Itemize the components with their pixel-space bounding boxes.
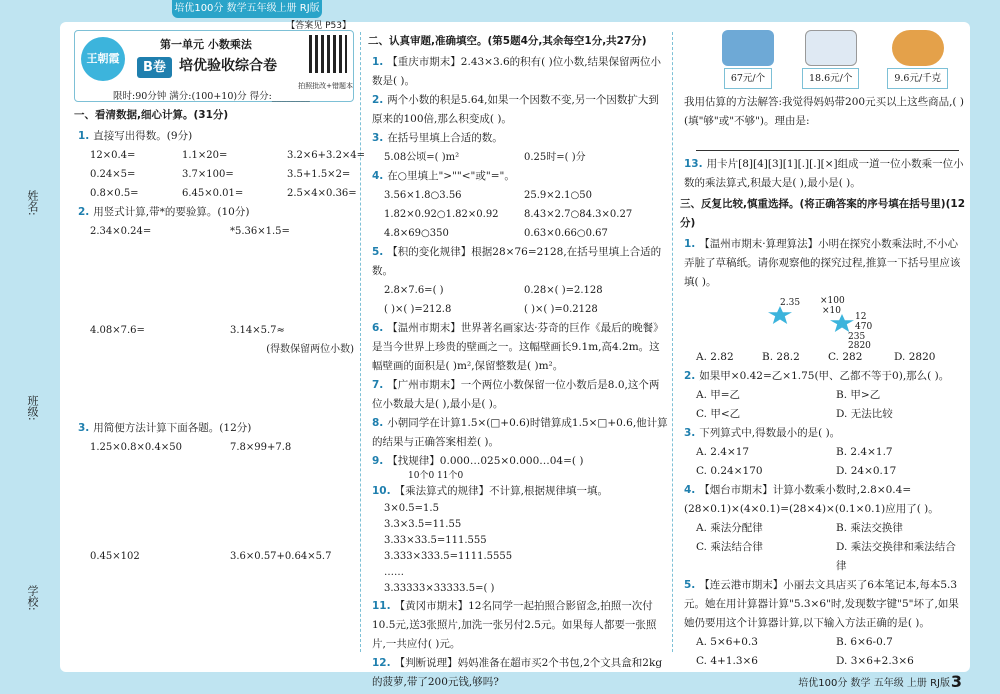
q2-options: A. 甲=乙 B. 甲>乙 C. 甲<乙 D. 无法比较 (696, 389, 893, 420)
question: 我用估算的方法解答:我觉得妈妈带200元买以上这些商品,( )(填"够"或"不够")。理由是: (684, 96, 964, 127)
column-divider (360, 32, 361, 652)
answer-line[interactable] (696, 131, 959, 151)
logo: 王朝霞 (81, 37, 125, 81)
page-number: 3 (950, 672, 962, 691)
question: 3. 用简便方法计算下面各题。(12分) (78, 422, 252, 434)
question: 1. 【重庆市期末】2.43×3.6的积有( )位小数,结果保留两位小数是( )。 (372, 56, 662, 87)
section-2-title: 二、认真审题,准确填空。(第5题4分,其余每空1分,共27分) (368, 35, 647, 47)
backpack-icon (722, 30, 774, 66)
pineapple-icon (892, 30, 944, 66)
question: 1. 【温州市期末·算理算法】小明在探究小数乘法时,不小心弄脏了草稿纸。请你观察他的探究过程,推算一下括号里应该填( )。 (684, 238, 961, 288)
side-label-name: 姓名: (26, 190, 39, 216)
q9-sub: 10个0 11个0 (408, 471, 464, 481)
product: 9.6元/千克 (887, 30, 948, 89)
q1-options: A. 2.82 B. 28.2 C. 282 D. 2820 (696, 351, 936, 363)
question: 6. 【温州市期末】世界著名画家达·芬奇的巨作《最后的晚餐》是当今世界上珍贵的壁画之一。这幅壁画长9.1m,高4.2m。这幅壁画的面积是( )m²,保留整数是( )m²。 (372, 322, 664, 372)
qr-label: 拍照批改+错题本 (298, 82, 353, 90)
q3-items: 0.45×102 3.6×0.57+0.64×5.7 (90, 551, 332, 562)
product: 18.6元/个 (802, 30, 859, 89)
qr-code-icon[interactable] (309, 35, 347, 73)
q3-items: 1.25×0.8×0.4×50 7.8×99+7.8 (90, 442, 292, 453)
question: 13. 用卡片[8][4][3][1][.][.][×]组成一道一位小数乘一位小数的乘法算式,积最大是( ),最小是( )。 (684, 158, 964, 189)
exam-title: 培优验收综合卷 (179, 58, 277, 74)
header-box (74, 21, 354, 102)
question: 4. 【烟台市期末】计算小数乘小数时,2.8×0.4=(28×0.1)×(4×0.1)=(28×4)×(0.1×0.1)应用了( )。 (684, 484, 939, 515)
question: 8. 小朝同学在计算1.5×(□+0.6)时错算成1.5×□+0.6,他计算的结果与正确答案相差( )。 (372, 417, 668, 448)
unit-title: 第一单元 小数乘法 (160, 38, 252, 51)
question: 2. 如果甲×0.42=乙×1.75(甲、乙都不等于0),那么( )。 (684, 370, 950, 382)
q5-items: 2.8×7.6=( ) 0.28×( )=2.128 ( )×( )=212.8 ( )×( )=0.2128 (384, 285, 603, 315)
question: 10. 【乘法算式的规律】不计算,根据规律填一填。 (372, 485, 608, 497)
q2-items: 4.08×7.6= 3.14×5.7≈ (90, 325, 285, 336)
work-space[interactable] (74, 457, 354, 547)
pencil-case-icon (805, 30, 857, 66)
answer-ref: 【答案见 P53】 (286, 21, 351, 31)
question: 5. 【连云港市期末】小丽去文具店买了6本笔记本,每本5.3元。她在用计算器计算"5.3×6"时,发现数字键"5"坏了,如果她仍要用这个计算器计算,以下输入方法正确的是( )。 (684, 579, 959, 629)
question: 3. 下列算式中,得数最小的是( )。 (684, 427, 841, 439)
exam-meta: 限时:90分钟 满分:(100+10)分 得分:________ (113, 91, 310, 102)
question: 12. 【判断说理】妈妈准备在超市买2个书包,2个文具盒和2kg的菠萝,带了200元钱,够吗? (372, 657, 663, 688)
question: 5. 【积的变化规律】根据28×76=2128,在括号里填上合适的数。 (372, 246, 662, 277)
q5-options: A. 5×6+0.3 B. 6×6-0.7 C. 4+1.3×6 D. 3×6+2.3×6 (696, 636, 914, 667)
column-2 (368, 30, 668, 692)
q2-items: 2.34×0.24= *5.36×1.5= (90, 226, 290, 237)
column-1 (74, 21, 366, 566)
juan-badge: B卷 (137, 57, 172, 78)
question: 3. 在括号里填上合适的数。 (372, 132, 503, 144)
q2-note: (得数保留两位小数) (266, 344, 354, 355)
question: 2. 两个小数的积是5.64,如果一个因数不变,另一个因数扩大到原来的100倍,那么积变成( )。 (372, 94, 659, 125)
question: 1. 直接写出得数。(9分) (78, 130, 193, 142)
product: 67元/个 (722, 30, 774, 89)
q3-items: 5.08公顷=( )m² 0.25时=( )分 (384, 152, 586, 163)
question: 7. 【广州市期末】一个两位小数保留一位小数后是8.0,这个两位小数最大是( ),最小是( )。 (372, 379, 660, 410)
calculation-figure: 2.35 ×100 ×10 12 470 235 2820 (760, 292, 965, 348)
q1-items: 12×0.4= 1.1×20= 3.2×6+3.2×4= 0.24×5= 3.7×100= 3.5+1.5×2= 0.8×0.5= 6.45×0.01= 2.5×4×0.36= (90, 150, 366, 199)
side-label-class: 班级: (26, 395, 39, 421)
section-1-title: 一、看清数据,细心计算。(31分) (74, 109, 229, 121)
top-ribbon: 培优100分 数学五年级上册 RJ版 (172, 0, 322, 18)
question: 11. 【黄冈市期末】12名同学一起拍照合影留念,拍照一次付10.5元,送3张照片,加洗一张另付2.5元。如果每人都要一张照片,一共应付( )元。 (372, 600, 657, 650)
product-list (722, 30, 965, 89)
question: 4. 在○里填上">""<"或"="。 (372, 170, 515, 182)
work-space[interactable] (74, 359, 354, 419)
section-3-title: 三、反复比较,慎重选择。(将正确答案的序号填在括号里)(12分) (680, 198, 965, 229)
q4-items: 3.56×1.8○3.56 25.9×2.1○50 1.82×0.92○1.82×0.92 8.43×2.7○84.3×0.27 4.8×69○350 0.63×0.66○0.67 (384, 190, 633, 239)
q10-items: 3×0.5=1.5 3.3×3.5=11.55 3.33×33.5=111.555 3.333×333.5=1111.5555 …… 3.33333×33333.5=( ) (384, 503, 513, 594)
footer-text: 培优100分 数学 五年级 上册 RJ版 (798, 678, 950, 689)
q3-options: A. 2.4×17 B. 2.4×1.7 C. 0.24×170 D. 24×0.17 (696, 446, 897, 477)
q4-options: A. 乘法分配律 B. 乘法交换律 C. 乘法结合律 D. 乘法交换律和乘法结合律 (696, 522, 956, 572)
side-label-school: 学校: (26, 585, 39, 611)
work-space[interactable] (74, 241, 354, 321)
question: 9. 【找规律】0.000…025×0.000…04=( ) (372, 455, 584, 467)
column-divider (672, 32, 673, 652)
question: 2. 用竖式计算,带*的要验算。(10分) (78, 206, 250, 218)
column-3 (680, 30, 965, 671)
